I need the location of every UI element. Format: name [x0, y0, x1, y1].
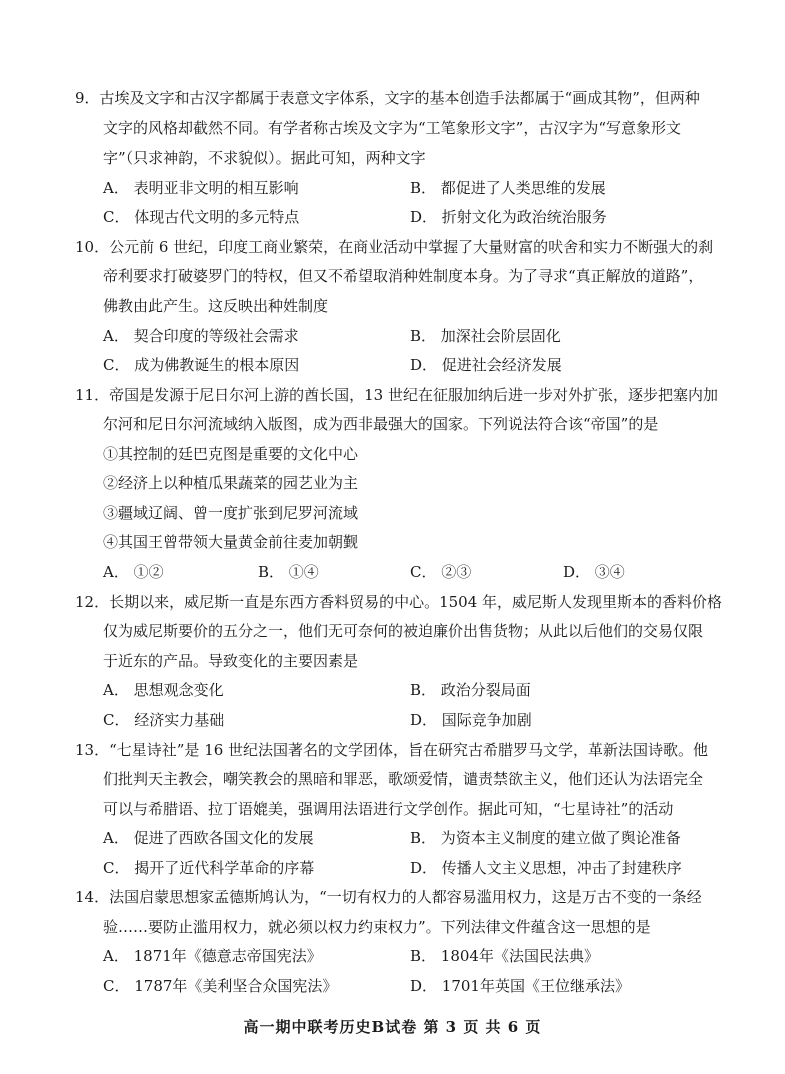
- q10-stem-line-3: 佛教由此产生。这反映出种姓制度: [103, 297, 329, 315]
- q10-option-b: B． 加深社会阶层固化: [410, 327, 561, 345]
- q12-option-d: D． 国际竞争加剧: [410, 711, 532, 729]
- q13-option-d: D． 传播人文主义思想，冲击了封建秩序: [410, 859, 682, 877]
- q13-stem-line-1: 13．“七星诗社”是 16 世纪法国著名的文学团体，旨在研究古希腊罗马文学，革新法国诗歌。他: [75, 741, 709, 759]
- q11-option-b: B． ①④: [258, 563, 319, 581]
- q11-option-a: A． ①②: [103, 563, 164, 581]
- q10-option-c: C． 成为佛教诞生的根本原因: [103, 356, 300, 374]
- q11-stem-line-2: 尔河和尼日尔河流域纳入版图，成为西非最强大的国家。下列说法符合该“帝国”的是: [103, 415, 659, 433]
- q12-option-a: A． 思想观念变化: [103, 681, 224, 699]
- q9-option-c: C． 体现古代文明的多元特点: [103, 208, 300, 226]
- q11-item-4: ④其国王曾带领大量黄金前往麦加朝觐: [103, 533, 359, 551]
- q10-stem-line-2: 帝利要求打破婆罗门的特权，但又不希望取消种姓制度本身。为了寻求“真正解放的道路”，: [103, 267, 704, 285]
- q13-option-a: A． 促进了西欧各国文化的发展: [103, 829, 314, 847]
- q10-option-d: D． 促进社会经济发展: [410, 356, 562, 374]
- q14-option-c: C． 1787年《美利坚合众国宪法》: [103, 977, 338, 995]
- q11-option-d: D． ③④: [563, 563, 625, 581]
- q12-stem-line-2: 仅为威尼斯要价的五分之一，他们无可奈何的被迫廉价出售货物；从此以后他们的交易仅限: [103, 622, 704, 640]
- q14-option-d: D． 1701年英国《王位继承法》: [410, 977, 630, 995]
- q9-option-a: A． 表明亚非文明的相互影响: [103, 179, 299, 197]
- q14-option-a: A． 1871年《德意志帝国宪法》: [103, 947, 322, 965]
- q13-option-c: C． 揭开了近代科学革命的序幕: [103, 859, 315, 877]
- q9-stem-line-1: 9．古埃及文字和古汉字都属于表意文字体系，文字的基本创造手法都属于“画成其物”，但两种: [75, 89, 700, 107]
- q10-option-a: A． 契合印度的等级社会需求: [103, 327, 299, 345]
- q12-option-b: B． 政治分裂局面: [410, 681, 531, 699]
- q9-option-b: B． 都促进了人类思维的发展: [410, 179, 606, 197]
- q12-option-c: C． 经济实力基础: [103, 711, 225, 729]
- q11-item-3: ③疆域辽阔、曾一度扩张到尼罗河流域: [103, 504, 359, 522]
- q12-stem-line-3: 于近东的产品。导致变化的主要因素是: [103, 652, 359, 670]
- q13-stem-line-3: 可以与希腊语、拉丁语媲美，强调用法语进行文学创作。据此可知，“七星诗社”的活动: [103, 800, 674, 818]
- q11-item-2: ②经济上以种植瓜果蔬菜的园艺业为主: [103, 474, 359, 492]
- q13-option-b: B． 为资本主义制度的建立做了舆论准备: [410, 829, 681, 847]
- q14-stem-line-1: 14．法国启蒙思想家孟德斯鸠认为，“一切有权力的人都容易滥用权力，这是万古不变的一条经: [75, 888, 702, 906]
- q11-option-c: C． ②③: [410, 563, 472, 581]
- q9-stem-line-2: 文字的风格却截然不同。有学者称古埃及文字为“工笔象形文字”，古汉字为“写意象形文: [103, 119, 682, 137]
- q14-option-b: B． 1804年《法国民法典》: [410, 947, 599, 965]
- q13-stem-line-2: 们批判天主教会，嘲笑教会的黑暗和罪恶，歌颂爱情，谴责禁欲主义，他们还认为法语完全: [103, 770, 704, 788]
- q9-stem-line-3: 字”（只求神韵，不求貌似）。据此可知，两种文字: [103, 149, 426, 167]
- q12-stem-line-1: 12．长期以来，威尼斯一直是东西方香料贸易的中心。1504 年，威尼斯人发现里斯本的香料价格: [75, 593, 723, 611]
- q10-stem-line-1: 10．公元前 6 世纪，印度工商业繁荣，在商业活动中掌握了大量财富的吠舍和实力不断强大的刹: [75, 238, 714, 256]
- q14-stem-line-2: 验……要防止滥用权力，就必须以权力约束权力”。下列法律文件蕴含这一思想的是: [103, 918, 651, 936]
- q11-item-1: ①其控制的廷巴克图是重要的文化中心: [103, 445, 359, 463]
- page-footer: 高一期中联考历史B试卷 第 3 页 共 6 页: [243, 1018, 542, 1036]
- q11-stem-line-1: 11．帝国是发源于尼日尔河上游的酋长国，13 世纪在征服加纳后进一步对外扩张，逐步把塞内加: [75, 386, 718, 404]
- q9-option-d: D． 折射文化为政治统治服务: [410, 208, 607, 226]
